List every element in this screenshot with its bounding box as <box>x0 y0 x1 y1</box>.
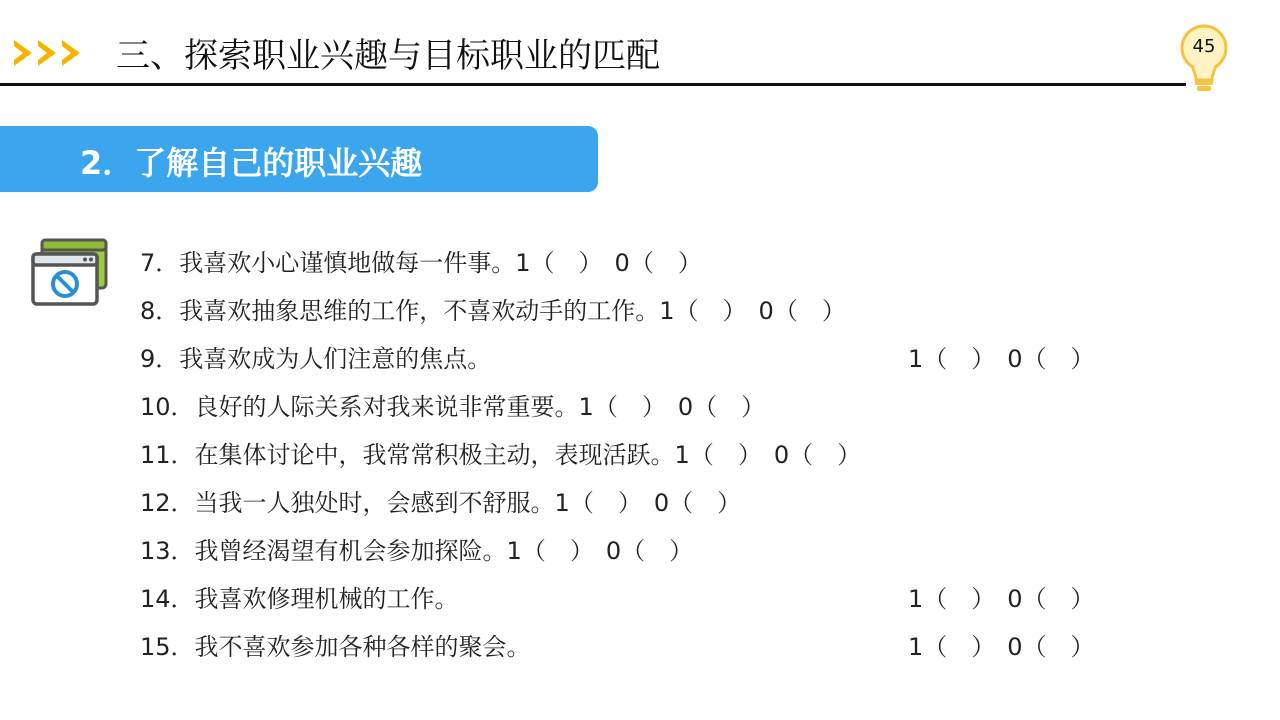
answer-options[interactable]: 1（ ） 0（ ） <box>908 585 1095 613</box>
question-text: 10．良好的人际关系对我来说非常重要。 <box>140 393 579 421</box>
question-item <box>140 576 1140 624</box>
answer-options[interactable]: 1（ ） 0（ ） <box>515 249 702 277</box>
question-text: 15．我不喜欢参加各种各样的聚会。 <box>140 633 531 661</box>
answer-options[interactable]: 1（ ） 0（ ） <box>908 345 1095 373</box>
answer-options[interactable]: 1（ ） 0（ ） <box>554 489 742 517</box>
question-item <box>140 240 1140 288</box>
answer-options[interactable]: 1（ ） 0（ ） <box>674 441 862 469</box>
page-number: 45 <box>1192 36 1216 57</box>
question-text: 11．在集体讨论中，我常常积极主动，表现活跃。 <box>140 441 675 469</box>
title-divider <box>0 83 1186 86</box>
section-title: 2．了解自己的职业兴趣 <box>80 144 423 182</box>
question-text: 8．我喜欢抽象思维的工作，不喜欢动手的工作。 <box>140 297 660 325</box>
question-text: 12．当我一人独处时，会感到不舒服。 <box>140 489 555 517</box>
question-list <box>140 240 1140 672</box>
window-blocked-icon <box>30 238 110 308</box>
chevron-right-icon <box>14 40 100 66</box>
question-item <box>140 624 1140 672</box>
question-item <box>140 480 1140 528</box>
question-item <box>140 432 1140 480</box>
question-text: 9．我喜欢成为人们注意的焦点。 <box>140 345 492 373</box>
question-item <box>140 384 1140 432</box>
lightbulb-icon <box>1178 22 1230 94</box>
question-item <box>140 528 1140 576</box>
section-banner <box>0 126 598 192</box>
question-text: 7．我喜欢小心谨慎地做每一件事。 <box>140 249 516 277</box>
answer-options[interactable]: 1（ ） 0（ ） <box>578 393 766 421</box>
question-item <box>140 288 1140 336</box>
question-item <box>140 336 1140 384</box>
question-text: 14．我喜欢修理机械的工作。 <box>140 585 459 613</box>
answer-options[interactable]: 1（ ） 0（ ） <box>659 297 846 325</box>
answer-options[interactable]: 1（ ） 0（ ） <box>908 633 1095 661</box>
answer-options[interactable]: 1（ ） 0（ ） <box>506 537 694 565</box>
question-text: 13．我曾经渴望有机会参加探险。 <box>140 537 507 565</box>
page-title: 三、探索职业兴趣与目标职业的匹配 <box>116 36 660 76</box>
